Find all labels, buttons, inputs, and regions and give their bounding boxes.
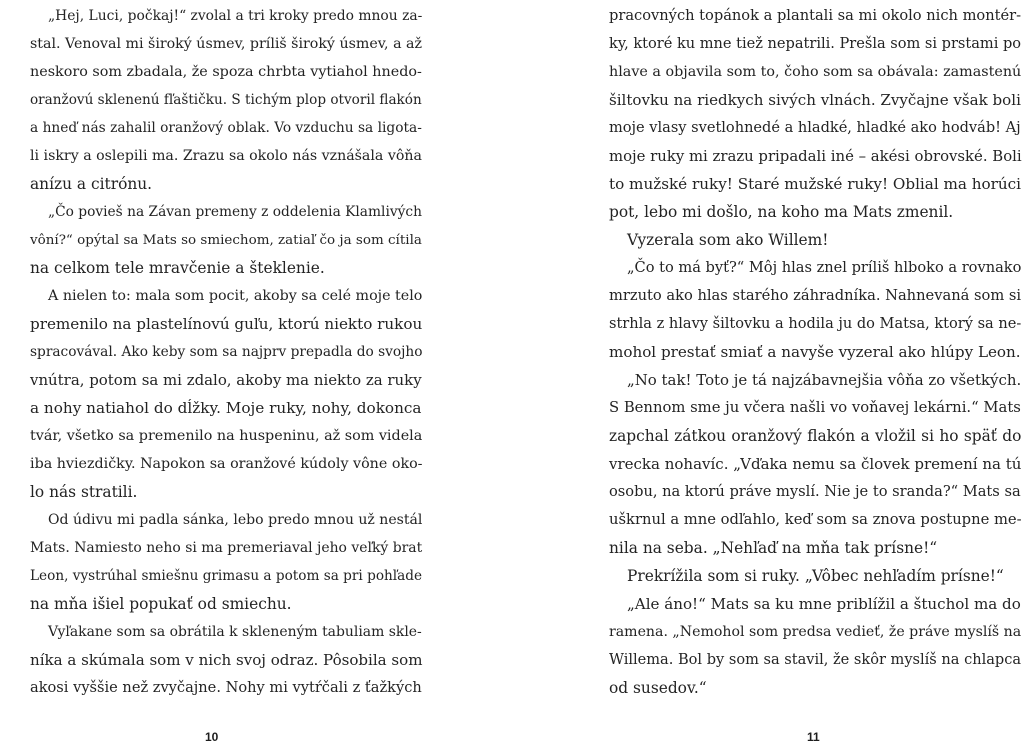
text-line: pot, lebo mi došlo, na koho ma Mats zmenil. xyxy=(609,203,954,221)
text-line: spracovával. Ako keby som sa najprv prepadla do svojho xyxy=(30,344,423,360)
text-line: níka a skúmala som v nich svoj odraz. Pôsobila som xyxy=(30,651,423,669)
text-line: Vyľakane som sa obrátila k skleneným tabuliam skle- xyxy=(48,624,422,640)
text-line: to mužské ruky! Staré mužské ruky! Oblial ma horúci xyxy=(609,175,1022,193)
text-line: vôní?“ opýtal sa Mats so smiechom, zatiaľ čo ja som cítila xyxy=(30,232,422,248)
text-line: „Čo to má byť?“ Môj hlas znel príliš hlboko a rovnako xyxy=(627,259,1022,276)
text-line: Mats. Namiesto neho si ma premeriaval jeho veľký brat xyxy=(30,540,423,556)
text-line: lo nás stratili. xyxy=(30,483,138,501)
text-line: A nielen to: mala som pocit, akoby sa celé moje telo xyxy=(48,288,423,304)
text-line: ky, ktoré ku mne tiež nepatrili. Prešla som si prstami po xyxy=(609,35,1022,52)
text-line: Od údivu mi padla sánka, lebo predo mnou už nestál xyxy=(48,512,423,528)
text-line: „Ale áno!“ Mats sa ku mne priblížil a štuchol ma do xyxy=(627,595,1021,613)
text-line: Prekrížila som si ruky. „Vôbec nehľadím prísne!“ xyxy=(627,567,1004,585)
text-line: od susedov.“ xyxy=(609,679,707,697)
text-line: „Čo povieš na Závan premeny z oddelenia Klamlivých xyxy=(48,204,422,220)
right-page-number: 11 xyxy=(807,730,820,744)
text-line: moje vlasy svetlohnedé a hladké, hladké ako hodváb! Aj xyxy=(609,119,1021,136)
right-page xyxy=(512,0,1024,745)
text-line: mrzuto ako hlas starého záhradníka. Nahnevaná som si xyxy=(609,287,1022,304)
text-line: hlave a objavila som to, čoho som sa obávala: zamastenú xyxy=(609,64,1022,80)
text-line: moje ruky mi zrazu pripadali iné – akési obrovské. Boli xyxy=(609,147,1022,165)
text-line: vnútra, potom sa mi zdalo, akoby ma niekto za ruky xyxy=(30,371,422,389)
text-line: „No tak! Toto je tá najzábavnejšia vôňa zo všetkých. xyxy=(627,371,1022,389)
text-line: tvár, všetko sa premenilo na huspeninu, až som videla xyxy=(30,428,423,444)
text-line: Willema. Bol by som sa stavil, že skôr myslíš na chlapca xyxy=(609,651,1022,668)
text-line: anízu a citrónu. xyxy=(30,175,153,193)
text-line: li iskry a oslepili ma. Zrazu sa okolo nás vznášala vôňa xyxy=(30,148,422,164)
text-line: a nohy natiahol do dĺžky. Moje ruky, nohy, dokonca xyxy=(30,399,422,417)
text-line: vrecka nohavíc. „Vďaka nemu sa človek premení na tú xyxy=(609,455,1022,473)
text-line: Vyzerala som ako Willem! xyxy=(627,231,829,249)
left-page-number: 10 xyxy=(205,730,219,744)
text-line: uškrnul a mne odľahlo, keď som sa znova postupne me- xyxy=(609,511,1022,528)
text-line: akosi vyššie než zvyčajne. Nohy mi vytŕčali z ťažkých xyxy=(30,679,422,696)
text-line: na celkom tele mravčenie a šteklenie. xyxy=(30,259,325,277)
text-line: premenilo na plastelínovú guľu, ktorú niekto rukou xyxy=(30,315,423,333)
text-line: osobu, na ktorú práve myslí. Nie je to sranda?“ Mats sa xyxy=(609,483,1021,500)
text-line: iba hviezdičky. Napokon sa oranžové kúdoly vône oko- xyxy=(30,456,423,472)
text-line: pracovných topánok a plantali sa mi okolo nich montér- xyxy=(609,7,1022,24)
text-line: „Hej, Luci, počkaj!“ zvolal a tri kroky predo mnou za- xyxy=(48,8,423,24)
text-line: mohol prestať smiať a navyše vyzeral ako hlúpy Leon. xyxy=(609,343,1021,361)
text-line: zapchal zátkou oranžový flakón a vložil si ho späť do xyxy=(609,427,1022,445)
text-line: stal. Venoval mi široký úsmev, príliš široký úsmev, a až xyxy=(30,36,422,52)
text-line: neskoro som zbadala, že spoza chrbta vytiahol hnedo- xyxy=(30,64,422,80)
text-line: a hneď nás zahalil oranžový oblak. Vo vzduchu sa ligota- xyxy=(30,120,422,136)
text-line: strhla z hlavy šiltovku a hodila ju do Matsa, ktorý sa ne- xyxy=(609,315,1022,332)
text-line: nila na seba. „Nehľaď na mňa tak prísne!“ xyxy=(609,539,938,557)
text-line: na mňa išiel popukať od smiechu. xyxy=(30,595,292,613)
text-line: S Bennom sme ju včera našli vo voňavej lekárni.“ Mats xyxy=(609,399,1021,416)
text-line: šiltovku na riedkych sivých vlnách. Zvyčajne však boli xyxy=(609,91,1021,109)
text-line: ramena. „Nemohol som predsa vedieť, že práve myslíš na xyxy=(609,624,1022,640)
text-line: oranžovú sklenenú fľaštičku. S tichým plop otvoril flakón xyxy=(30,92,422,108)
text-line: Leon, vystrúhal smiešnu grimasu a potom sa pri pohľade xyxy=(30,568,423,584)
